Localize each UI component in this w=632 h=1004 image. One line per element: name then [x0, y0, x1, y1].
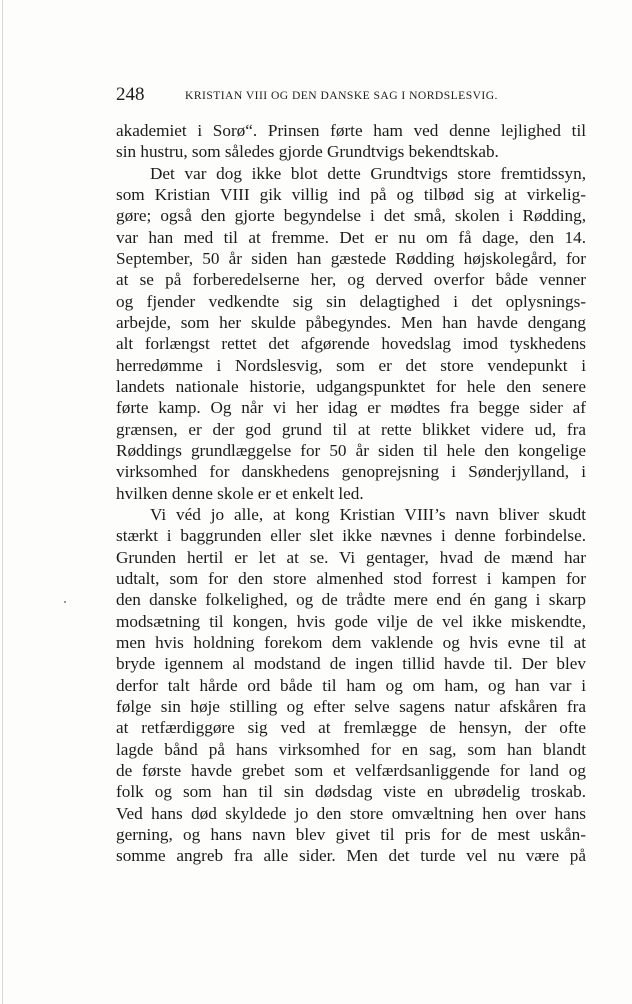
text-line: bryde igennem al modstand de ingen tillid havde til. Der blev — [116, 654, 586, 674]
page-number: 248 — [116, 84, 145, 105]
text-line: September, 50 år siden han gæstede Rødding højskolegård, for — [116, 248, 586, 268]
text-line: Vi véd jo alle, at kong Kristian VIII’s navn bliver skudt — [150, 504, 586, 524]
text-line: gøre; også den gjorte begyndelse i det små, skolen i Rødding, — [116, 206, 586, 226]
text-line: landets nationale historie, udgangspunktet for hele den senere — [116, 376, 586, 396]
text-line: grænsen, er der god grund til at rette blikket videre ud, fra — [116, 419, 586, 439]
text-line: hvilken denne skole er et enkelt led. — [116, 483, 364, 503]
text-line: som Kristian VIII gik villig ind på og tilbød sig at virkelig- — [116, 184, 586, 204]
text-line: sin hustru, som således gjorde Grundtvigs bekendtskab. — [116, 142, 499, 162]
running-header — [116, 84, 586, 106]
text-line: Det var dog ikke blot dette Grundtvigs store fremtidssyn, — [150, 163, 586, 183]
text-line: stærkt i baggrunden eller slet ikke nævnes i denne forbindelse. — [116, 526, 586, 546]
text-line: og fjender vedkendte sig sin delagtighed i det oplysnings- — [116, 291, 586, 311]
text-line: følge sin høje stilling og efter selve sagens natur afskåren fra — [116, 696, 586, 716]
text-line: Ved hans død skyldede jo den store omvæltning hen over hans — [116, 803, 586, 823]
text-line: at retfærdiggøre sig ved at fremlægge de hensyn, der ofte — [116, 718, 586, 738]
text-line: men hvis holdning forekom dem vaklende og hvis evne til at — [116, 632, 586, 652]
body-text — [116, 120, 586, 866]
text-line: at se på forberedelserne her, og derved overfor både venner — [116, 270, 586, 290]
text-line: den danske folkelighed, og de trådte mere end én gang i skarp — [116, 590, 586, 610]
running-title: KRISTIAN VIII OG DEN DANSKE SAG I NORDSLESVIG. — [185, 89, 498, 102]
text-line: udtalt, som for den store almenhed stod forrest i kampen for — [116, 568, 586, 588]
text-line: virksomhed for danskhedens genoprejsning i Sønderjylland, i — [116, 462, 586, 482]
text-line: Røddings grundlæggelse for 50 år siden til hele den kongelige — [116, 440, 586, 460]
text-line: førte kamp. Og når vi her idag er mødtes fra begge sider af — [116, 398, 586, 418]
text-line: de første havde grebet som et velfærdsanliggende for land og — [116, 760, 586, 780]
text-line: somme angreb fra alle sider. Men det turde vel nu være på — [116, 846, 586, 866]
text-line: var han med til at fremme. Det er nu om få dage, den 14. — [116, 227, 586, 247]
text-line: akademiet i Sorø“. Prinsen førte ham ved denne lejlighed til — [116, 121, 586, 140]
text-line: lagde bånd på hans virksomhed for en sag, som han blandt — [116, 739, 586, 759]
page-edge-line — [2, 0, 3, 1004]
text-line: Grunden hertil er let at se. Vi gentager, hvad de mænd har — [116, 547, 586, 567]
text-line: arbejde, som her skulde påbegyndes. Men han havde dengang — [116, 312, 586, 332]
text-line: alt forlængst rettet det afgørende hovedslag imod tyskhedens — [116, 334, 586, 354]
text-line: derfor talt hårde ord både til ham og om ham, og han var i — [116, 675, 586, 695]
text-line: gerning, og hans navn blev givet til pris for de mest uskån- — [116, 824, 586, 844]
paper-speck — [64, 601, 66, 603]
text-line: folk og som han til sin dødsdag viste en ubrødelig troskab. — [116, 782, 586, 802]
text-line: herredømme i Nordslesvig, som er det store vendepunkt i — [116, 355, 586, 375]
text-line: modsætning til kongen, hvis gode vilje de vel ikke miskendte, — [116, 611, 586, 631]
